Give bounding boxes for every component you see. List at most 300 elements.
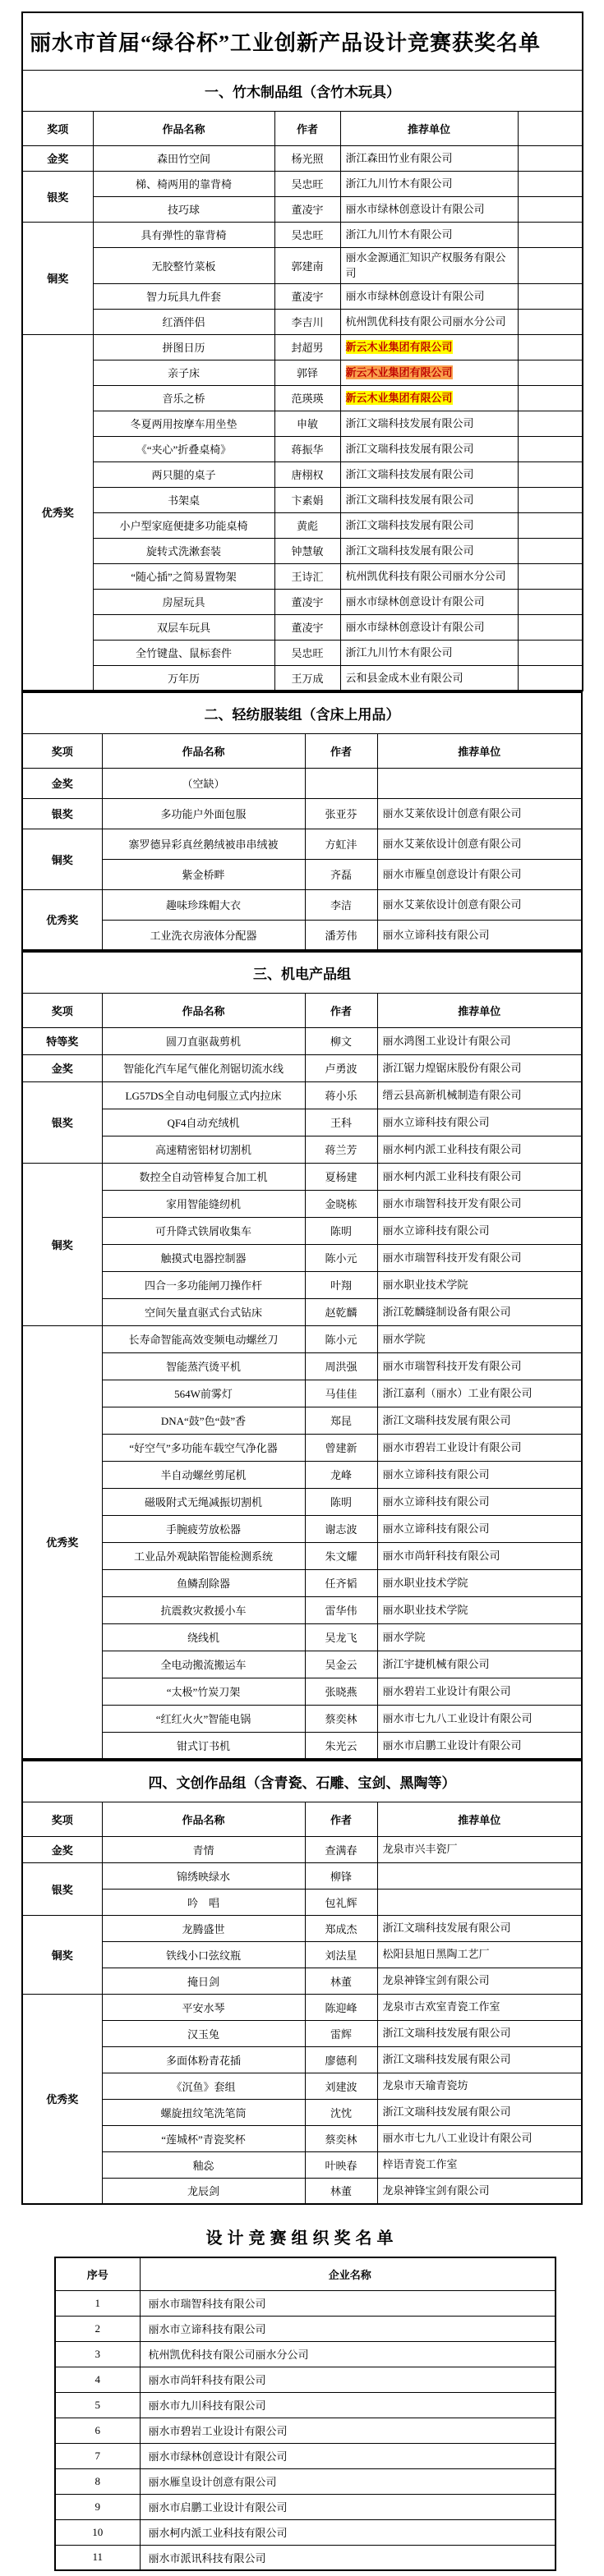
org-row xyxy=(55,2418,556,2443)
table-row xyxy=(22,1163,582,1190)
section-table xyxy=(21,691,583,951)
unit-cell xyxy=(377,2178,582,2204)
org-row xyxy=(55,2341,556,2367)
table-row xyxy=(22,1434,582,1461)
award-cell: 特等奖 xyxy=(22,1027,102,1054)
unit-cell xyxy=(377,1352,582,1380)
table-row xyxy=(22,1596,582,1623)
author-cell: 雷辉 xyxy=(305,2020,377,2046)
work-name-cell: 高速精密铝材切割机 xyxy=(102,1136,305,1163)
award-cell: 银奖 xyxy=(22,1862,102,1915)
unit-text: 丽水市启鹏工业设计有限公司 xyxy=(382,1738,522,1752)
author-cell: 陈明 xyxy=(305,1488,377,1515)
award-cell: 金奖 xyxy=(22,1836,102,1862)
author-cell: 申敏 xyxy=(274,411,340,436)
work-name-cell: 智能化汽车尾气催化剂锯切流水线 xyxy=(102,1054,305,1081)
author-cell: 封超男 xyxy=(274,334,340,360)
table-row xyxy=(22,1651,582,1678)
author-cell: 周洪强 xyxy=(305,1352,377,1380)
work-name-cell: 旋转式洗漱套装 xyxy=(93,538,274,563)
unit-text: 浙江文瑞科技发展有限公司 xyxy=(345,416,474,429)
author-cell: 董凌宇 xyxy=(274,589,340,614)
table-row xyxy=(22,538,583,563)
table-row xyxy=(22,1623,582,1651)
award-cell: 银奖 xyxy=(22,171,93,222)
unit-text: 浙江文瑞科技发展有限公司 xyxy=(382,2053,511,2066)
empty-cell xyxy=(518,385,583,411)
work-name-cell: QF4自动充绒机 xyxy=(102,1109,305,1136)
empty-cell xyxy=(518,283,583,309)
unit-cell xyxy=(340,222,518,247)
highlighted-unit-text: 新云木业集团有限公司 xyxy=(345,391,453,404)
unit-text: 缙云县高新机械制造有限公司 xyxy=(382,1088,522,1101)
org-row xyxy=(55,2290,556,2316)
unit-cell xyxy=(377,2099,582,2125)
award-cell: 优秀奖 xyxy=(22,334,93,691)
unit-text: 丽水柯内派工业科技有限公司 xyxy=(382,1169,522,1182)
column-header-row xyxy=(22,993,582,1027)
org-company-cell: 丽水市绿林创意设计有限公司 xyxy=(140,2443,556,2468)
unit-cell xyxy=(377,798,582,829)
award-tables-container xyxy=(0,11,604,2205)
empty-cell xyxy=(518,411,583,436)
unit-cell xyxy=(340,334,518,360)
table-row xyxy=(22,640,583,665)
author-cell: 黄彪 xyxy=(274,512,340,538)
unit-text: 浙江乾麟缝制设备有限公司 xyxy=(382,1305,511,1318)
author-cell: 潘芳伟 xyxy=(305,920,377,950)
work-name-cell: 红酒伴侣 xyxy=(93,309,274,334)
unit-text: 丽水艾莱依设计创意有限公司 xyxy=(382,898,522,911)
column-header-author: 作者 xyxy=(305,733,377,768)
unit-cell xyxy=(377,829,582,859)
section-title-row xyxy=(22,692,582,733)
org-awards-heading: 设计竞赛组织奖名单 xyxy=(205,2229,399,2248)
unit-cell xyxy=(377,2151,582,2178)
unit-text: 浙江森田竹业有限公司 xyxy=(345,151,453,164)
table-row xyxy=(22,1217,582,1244)
unit-cell xyxy=(340,487,518,512)
section-table xyxy=(21,11,583,691)
section-title: 一、竹木制品组（含竹木玩具） xyxy=(22,70,583,111)
unit-cell xyxy=(340,614,518,640)
unit-cell xyxy=(377,1298,582,1325)
table-row xyxy=(22,1915,582,1941)
author-cell: 叶映春 xyxy=(305,2151,377,2178)
work-name-cell: 无胶整竹菜板 xyxy=(93,247,274,283)
unit-text: 丽水鸿图工业设计有限公司 xyxy=(382,1034,511,1047)
work-name-cell: 具有弹性的靠背椅 xyxy=(93,222,274,247)
table-row xyxy=(22,1968,582,1994)
author-cell: 蔡奕林 xyxy=(305,1705,377,1732)
work-name-cell: 工业品外观缺陷智能检测系统 xyxy=(102,1542,305,1569)
unit-cell xyxy=(340,247,518,283)
unit-cell xyxy=(377,1678,582,1705)
empty-cell xyxy=(518,589,583,614)
org-row xyxy=(55,2392,556,2418)
unit-text: 丽水职业技术学院 xyxy=(382,1576,468,1589)
unit-text: 云和县金成木业有限公司 xyxy=(345,671,463,684)
org-row xyxy=(55,2367,556,2392)
unit-text: 浙江文瑞科技发展有限公司 xyxy=(382,1413,511,1426)
author-cell: 王诗汇 xyxy=(274,563,340,589)
work-name-cell: “太极”竹炭刀架 xyxy=(102,1678,305,1705)
table-row xyxy=(22,247,583,283)
work-name-cell: 触摸式电器控制器 xyxy=(102,1244,305,1271)
work-name-cell: 森田竹空间 xyxy=(93,145,274,171)
table-row xyxy=(22,385,583,411)
org-company-cell: 丽水市碧岩工业设计有限公司 xyxy=(140,2418,556,2443)
table-row xyxy=(22,614,583,640)
author-cell xyxy=(305,768,377,798)
work-name-cell: （空缺） xyxy=(102,768,305,798)
author-cell: 雷华伟 xyxy=(305,1596,377,1623)
work-name-cell: 梯、椅两用的靠背椅 xyxy=(93,171,274,196)
unit-text: 丽水市尚轩科技有限公司 xyxy=(382,1549,500,1562)
author-cell: 沈忱 xyxy=(305,2099,377,2125)
author-cell: 金晓栋 xyxy=(305,1190,377,1217)
table-row xyxy=(22,1298,582,1325)
author-cell: 叶翔 xyxy=(305,1271,377,1298)
author-cell: 朱光云 xyxy=(305,1732,377,1759)
unit-cell xyxy=(377,1407,582,1434)
unit-text: 丽水立谛科技有限公司 xyxy=(382,1224,490,1237)
table-row xyxy=(22,2151,582,2178)
unit-cell xyxy=(377,920,582,950)
unit-cell xyxy=(340,589,518,614)
org-index-cell: 9 xyxy=(55,2494,140,2519)
table-row xyxy=(22,589,583,614)
author-cell: 林董 xyxy=(305,2178,377,2204)
section-table xyxy=(21,1760,583,2205)
author-cell: 吴忠旺 xyxy=(274,640,340,665)
unit-cell xyxy=(377,889,582,920)
unit-text: 丽水柯内派工业科技有限公司 xyxy=(382,1142,522,1155)
work-name-cell: 数控全自动管棒复合加工机 xyxy=(102,1163,305,1190)
unit-text: 丽水金源通汇知识产权服务有限公司 xyxy=(345,250,506,279)
unit-text: 丽水职业技术学院 xyxy=(382,1278,468,1291)
unit-cell xyxy=(377,1915,582,1941)
org-index-cell: 4 xyxy=(55,2367,140,2392)
work-name-cell: 多功能户外面包服 xyxy=(102,798,305,829)
unit-cell xyxy=(377,2073,582,2099)
section-title-row xyxy=(22,952,582,993)
work-name-cell: 《沉鱼》套组 xyxy=(102,2073,305,2099)
author-cell: 谢志波 xyxy=(305,1515,377,1542)
unit-text: 丽水市雁皇创意设计有限公司 xyxy=(382,867,522,880)
work-name-cell: 拼图日历 xyxy=(93,334,274,360)
author-cell: 方虹沣 xyxy=(305,829,377,859)
bottom-spacer xyxy=(0,2571,604,2576)
empty-cell xyxy=(518,247,583,283)
work-name-cell: 全电动搬流搬运车 xyxy=(102,1651,305,1678)
unit-cell xyxy=(340,436,518,461)
unit-text: 浙江文瑞科技发展有限公司 xyxy=(382,2105,511,2119)
work-name-cell: 双层车玩具 xyxy=(93,614,274,640)
unit-cell xyxy=(377,1623,582,1651)
column-header-award: 奖项 xyxy=(22,993,102,1027)
work-name-cell: 全竹键盘、鼠标套件 xyxy=(93,640,274,665)
unit-cell xyxy=(377,1569,582,1596)
work-name-cell: 龙辰剑 xyxy=(102,2178,305,2204)
award-cell: 铜奖 xyxy=(22,222,93,334)
org-index-cell: 2 xyxy=(55,2316,140,2341)
unit-text: 浙江锯力煌锯床股份有限公司 xyxy=(382,1061,522,1074)
org-row xyxy=(55,2519,556,2545)
award-cell: 铜奖 xyxy=(22,1163,102,1325)
unit-cell xyxy=(377,859,582,889)
unit-text: 浙江文瑞科技发展有限公司 xyxy=(382,2027,511,2040)
table-row xyxy=(22,309,583,334)
unit-text: 丽水市碧岩工业设计有限公司 xyxy=(382,1440,522,1453)
section-title: 四、文创作品组（含青瓷、石雕、宝剑、黑陶等） xyxy=(22,1761,582,1802)
work-name-cell: 锦绣映绿水 xyxy=(102,1862,305,1889)
unit-cell xyxy=(377,1027,582,1054)
unit-cell xyxy=(377,768,582,798)
work-name-cell: 智能蒸汽烫平机 xyxy=(102,1352,305,1380)
award-cell: 金奖 xyxy=(22,768,102,798)
unit-text: 丽水市绿林创意设计有限公司 xyxy=(345,620,485,633)
unit-text: 龙泉市古欢室青瓷工作室 xyxy=(382,2000,500,2014)
author-cell: 林董 xyxy=(305,1968,377,1994)
unit-text: 丽水艾莱依设计创意有限公司 xyxy=(382,837,522,850)
org-row xyxy=(55,2545,556,2570)
table-row xyxy=(22,2046,582,2073)
column-header-row xyxy=(22,1802,582,1836)
unit-cell xyxy=(377,1461,582,1488)
author-cell: 廖德利 xyxy=(305,2046,377,2073)
empty-cell xyxy=(518,487,583,512)
author-cell: 齐磊 xyxy=(305,859,377,889)
work-name-cell: 万年历 xyxy=(93,665,274,691)
author-cell: 吴忠旺 xyxy=(274,222,340,247)
table-row xyxy=(22,768,582,798)
author-cell: 陈小元 xyxy=(305,1244,377,1271)
page-title: 丽水市首届“绿谷杯”工业创新产品设计竞赛获奖名单 xyxy=(22,12,583,70)
unit-text: 浙江宇捷机械有限公司 xyxy=(382,1657,490,1670)
author-cell: 夏杨建 xyxy=(305,1163,377,1190)
work-name-cell: “随心插”之简易置物架 xyxy=(93,563,274,589)
unit-cell xyxy=(340,563,518,589)
work-name-cell: 紫金桥畔 xyxy=(102,859,305,889)
empty-cell xyxy=(518,640,583,665)
author-cell: 朱文耀 xyxy=(305,1542,377,1569)
org-index-cell: 5 xyxy=(55,2392,140,2418)
work-name-cell: 工业洗衣房液体分配器 xyxy=(102,920,305,950)
author-cell: 李吉川 xyxy=(274,309,340,334)
unit-text: 龙泉神锋宝剑有限公司 xyxy=(382,1974,490,1987)
unit-text: 丽水职业技术学院 xyxy=(382,1603,468,1616)
unit-cell xyxy=(377,1515,582,1542)
column-header-award: 奖项 xyxy=(22,733,102,768)
unit-cell xyxy=(340,538,518,563)
org-row xyxy=(55,2494,556,2519)
unit-text: 丽水艾莱依设计创意有限公司 xyxy=(382,806,522,820)
table-row xyxy=(22,1678,582,1705)
author-cell: 王万成 xyxy=(274,665,340,691)
unit-cell xyxy=(377,1163,582,1190)
unit-cell xyxy=(377,1081,582,1109)
table-row xyxy=(22,222,583,247)
author-cell: 郭建南 xyxy=(274,247,340,283)
unit-cell xyxy=(340,461,518,487)
table-row xyxy=(22,1461,582,1488)
unit-text: 丽水立谛科技有限公司 xyxy=(382,1522,490,1535)
table-row xyxy=(22,1705,582,1732)
unit-cell xyxy=(377,1109,582,1136)
unit-cell xyxy=(377,1705,582,1732)
author-cell: 蒋振华 xyxy=(274,436,340,461)
work-name-cell: 音乐之桥 xyxy=(93,385,274,411)
author-cell: 蔡奕林 xyxy=(305,2125,377,2151)
unit-text: 丽水立谛科技有限公司 xyxy=(382,1115,490,1128)
column-header-unit: 推荐单位 xyxy=(340,111,518,145)
table-row xyxy=(22,2099,582,2125)
work-name-cell: 平安水琴 xyxy=(102,1994,305,2020)
unit-text: 浙江九川竹木有限公司 xyxy=(345,177,453,190)
author-cell: 张晓燕 xyxy=(305,1678,377,1705)
unit-text: 丽水学院 xyxy=(382,1332,426,1345)
work-name-cell: 可升降式铁屑收集车 xyxy=(102,1217,305,1244)
column-header-row xyxy=(22,733,582,768)
table-row xyxy=(22,334,583,360)
empty-cell xyxy=(518,309,583,334)
column-header-award: 奖项 xyxy=(22,1802,102,1836)
work-name-cell: 多面体粉青花插 xyxy=(102,2046,305,2073)
author-cell: 董凌宇 xyxy=(274,196,340,222)
table-row xyxy=(22,2073,582,2099)
unit-text: 丽水市绿林创意设计有限公司 xyxy=(345,202,485,215)
org-index-cell: 10 xyxy=(55,2519,140,2545)
unit-text: 浙江文瑞科技发展有限公司 xyxy=(345,544,474,557)
table-row xyxy=(22,1109,582,1136)
unit-text: 龙泉市天瑜青瓷坊 xyxy=(382,2079,468,2092)
unit-cell xyxy=(340,360,518,385)
unit-cell xyxy=(377,1596,582,1623)
work-name-cell: 铁线小口弦纹瓶 xyxy=(102,1941,305,1968)
work-name-cell: 抗震救灾救援小车 xyxy=(102,1596,305,1623)
unit-text: 浙江嘉利（丽水）工业有限公司 xyxy=(382,1386,533,1399)
author-cell: 唐栩权 xyxy=(274,461,340,487)
org-column-header-index: 序号 xyxy=(55,2257,140,2290)
unit-text: 丽水市绿林创意设计有限公司 xyxy=(345,289,485,302)
author-cell: 范瑛瑛 xyxy=(274,385,340,411)
table-row xyxy=(22,461,583,487)
unit-cell xyxy=(340,665,518,691)
column-header-award: 奖项 xyxy=(22,111,93,145)
org-index-cell: 3 xyxy=(55,2341,140,2367)
org-company-cell: 丽水市尚轩科技有限公司 xyxy=(140,2367,556,2392)
table-row xyxy=(22,1732,582,1759)
unit-cell xyxy=(377,2046,582,2073)
work-name-cell: 趣味珍珠帽大衣 xyxy=(102,889,305,920)
table-row xyxy=(22,1941,582,1968)
unit-cell xyxy=(377,1190,582,1217)
award-cell: 银奖 xyxy=(22,1081,102,1163)
author-cell: 钟慧敏 xyxy=(274,538,340,563)
award-cell: 铜奖 xyxy=(22,1915,102,1994)
unit-text: 浙江文瑞科技发展有限公司 xyxy=(345,518,474,531)
author-cell: 郭铎 xyxy=(274,360,340,385)
empty-cell xyxy=(518,614,583,640)
unit-cell xyxy=(377,1862,582,1889)
unit-text: 丽水市瑞智科技开发有限公司 xyxy=(382,1251,522,1264)
org-company-cell: 丽水柯内派工业科技有限公司 xyxy=(140,2519,556,2545)
unit-cell xyxy=(377,1136,582,1163)
work-name-cell: 《“夹心”折叠桌椅》 xyxy=(93,436,274,461)
column-header-work: 作品名称 xyxy=(102,1802,305,1836)
column-header-author: 作者 xyxy=(305,1802,377,1836)
author-cell: 吴金云 xyxy=(305,1651,377,1678)
author-cell: 陈迎峰 xyxy=(305,1994,377,2020)
unit-text: 龙泉市兴丰瓷厂 xyxy=(382,1843,458,1856)
table-row xyxy=(22,2125,582,2151)
work-name-cell: 鱼鳞刮除器 xyxy=(102,1569,305,1596)
author-cell: 卞素娟 xyxy=(274,487,340,512)
unit-text: 丽水立谛科技有限公司 xyxy=(382,1495,490,1508)
highlighted-unit-text: 新云木业集团有限公司 xyxy=(345,365,453,379)
work-name-cell: 四合一多功能闸刀操作杆 xyxy=(102,1271,305,1298)
org-company-cell: 丽水雁皇设计创意有限公司 xyxy=(140,2468,556,2494)
org-company-cell: 丽水市启鹏工业设计有限公司 xyxy=(140,2494,556,2519)
award-cell: 铜奖 xyxy=(22,829,102,889)
author-cell: 张亚芬 xyxy=(305,798,377,829)
table-row xyxy=(22,2178,582,2204)
section-table xyxy=(21,951,583,1760)
empty-cell xyxy=(518,360,583,385)
work-name-cell: 龙腾盛世 xyxy=(102,1915,305,1941)
unit-cell xyxy=(377,1994,582,2020)
work-name-cell: 家用智能缝纫机 xyxy=(102,1190,305,1217)
unit-cell xyxy=(340,385,518,411)
unit-cell xyxy=(377,1244,582,1271)
empty-cell xyxy=(518,171,583,196)
work-name-cell: 寨罗德异彩真丝鹅绒被串串绒被 xyxy=(102,829,305,859)
author-cell: 查满春 xyxy=(305,1836,377,1862)
author-cell: 刘建波 xyxy=(305,2073,377,2099)
unit-text: 丽水学院 xyxy=(382,1630,426,1643)
unit-cell xyxy=(340,411,518,436)
unit-text: 丽水市七九八工业设计有限公司 xyxy=(382,1711,533,1724)
unit-cell xyxy=(340,283,518,309)
author-cell: 赵乾麟 xyxy=(305,1298,377,1325)
table-row xyxy=(22,859,582,889)
table-row xyxy=(22,1271,582,1298)
author-cell: 马佳佳 xyxy=(305,1380,377,1407)
table-row xyxy=(22,436,583,461)
author-cell: 杨光照 xyxy=(274,145,340,171)
table-row xyxy=(22,145,583,171)
org-row xyxy=(55,2316,556,2341)
work-name-cell: “红红火火”智能电锅 xyxy=(102,1705,305,1732)
table-row xyxy=(22,1190,582,1217)
column-header-work: 作品名称 xyxy=(102,993,305,1027)
empty-cell xyxy=(518,222,583,247)
author-cell: 柳锋 xyxy=(305,1862,377,1889)
table-row xyxy=(22,196,583,222)
table-row xyxy=(22,1569,582,1596)
table-row xyxy=(22,1027,582,1054)
work-name-cell: LG57DS全自动电伺服立式内拉床 xyxy=(102,1081,305,1109)
unit-cell xyxy=(377,1488,582,1515)
work-name-cell: 冬夏两用按摩车用坐垫 xyxy=(93,411,274,436)
unit-cell xyxy=(377,1651,582,1678)
unit-text: 浙江九川竹木有限公司 xyxy=(345,645,453,659)
award-cell: 优秀奖 xyxy=(22,889,102,950)
org-index-cell: 6 xyxy=(55,2418,140,2443)
work-name-cell: 手腕疲劳放松器 xyxy=(102,1515,305,1542)
unit-cell xyxy=(377,1889,582,1915)
